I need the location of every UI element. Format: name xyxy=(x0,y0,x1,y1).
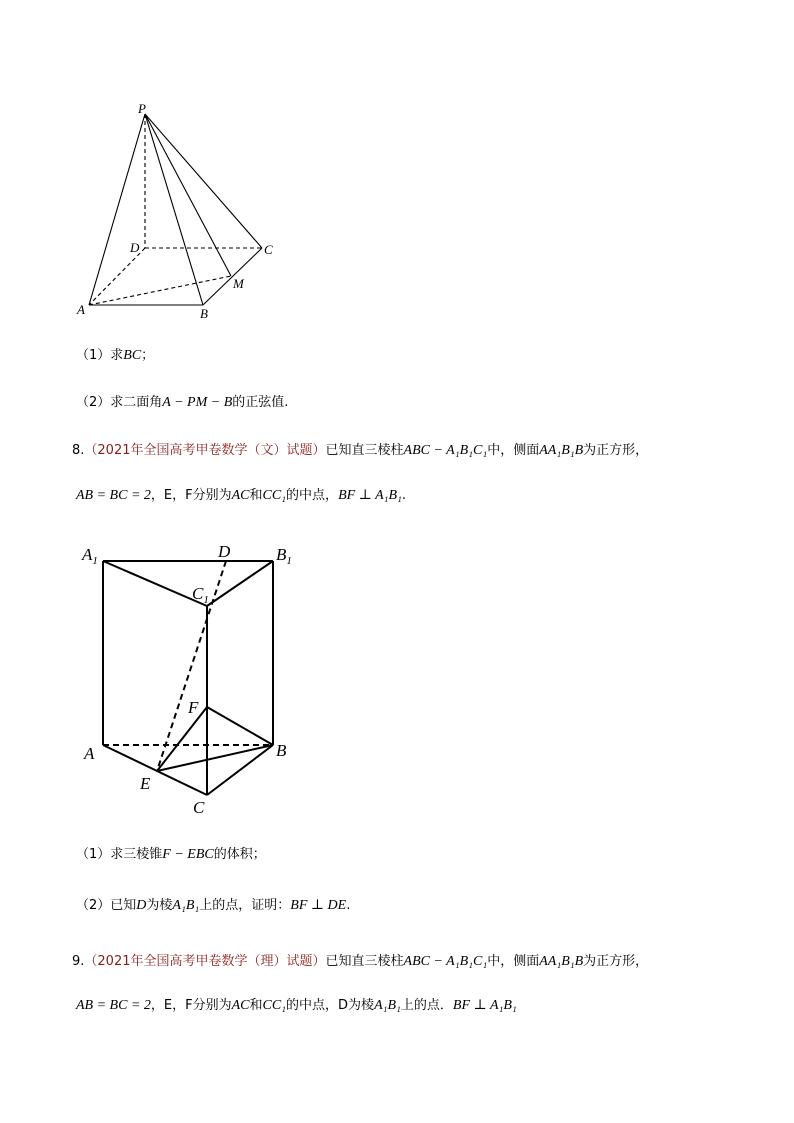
label-A2: A xyxy=(84,744,95,763)
label-E: E xyxy=(140,774,151,793)
label-B2: B xyxy=(276,741,287,760)
q7-part1: （1）求BC； xyxy=(76,348,155,363)
edge-PA xyxy=(89,114,145,305)
q7-part2: （2）求二面角A − PM − B的正弦值. xyxy=(76,395,289,410)
edge-AM xyxy=(89,276,231,305)
label-P: P xyxy=(138,101,146,116)
q8-line2: AB = BC = 2，E，F分别为AC和CC₁的中点，BF ⊥ A₁B₁. xyxy=(76,488,407,503)
edge-PC xyxy=(145,114,262,248)
label-A1: $A_1$ xyxy=(82,545,98,567)
label-C1: $C_1$ xyxy=(192,584,209,606)
q9-line2: AB = BC = 2，E，F分别为AC和CC₁的中点，D为棱A₁B₁上的点．BF ⊥ A₁B₁ xyxy=(76,998,517,1013)
label-D: D xyxy=(130,240,140,255)
label-B: B xyxy=(200,306,208,321)
edge-AC xyxy=(103,745,207,795)
label-A: A xyxy=(77,302,85,317)
q8-part1: （1）求三棱锥F − EBC的体积； xyxy=(76,847,266,862)
edge-PB xyxy=(145,114,203,305)
label-C2: C xyxy=(193,798,205,817)
label-B1: $B_1$ xyxy=(276,545,292,567)
q8-part2: （2）已知D为棱A₁B₁上的点，证明：BF ⊥ DE. xyxy=(76,898,351,913)
q9-line1: 9.（2021年全国高考甲卷数学（理）试题）已知直三棱柱ABC − A₁B₁C₁中，侧面AA₁B₁B为正方形， xyxy=(72,954,649,969)
label-M: M xyxy=(233,276,244,291)
label-F: F xyxy=(188,698,199,717)
edge-C1B1 xyxy=(207,561,273,606)
q9-source: （2021年全国高考甲卷数学（理）试题） xyxy=(84,954,326,969)
edge-PM xyxy=(145,114,231,276)
label-C: C xyxy=(264,242,273,257)
q8-source: （2021年全国高考甲卷数学（文）试题） xyxy=(84,443,326,458)
label-D2: D xyxy=(218,542,231,561)
edge-FB xyxy=(207,707,273,745)
q8-line1: 8.（2021年全国高考甲卷数学（文）试题）已知直三棱柱ABC − A₁B₁C₁中，侧面AA₁B₁B为正方形， xyxy=(72,443,649,458)
